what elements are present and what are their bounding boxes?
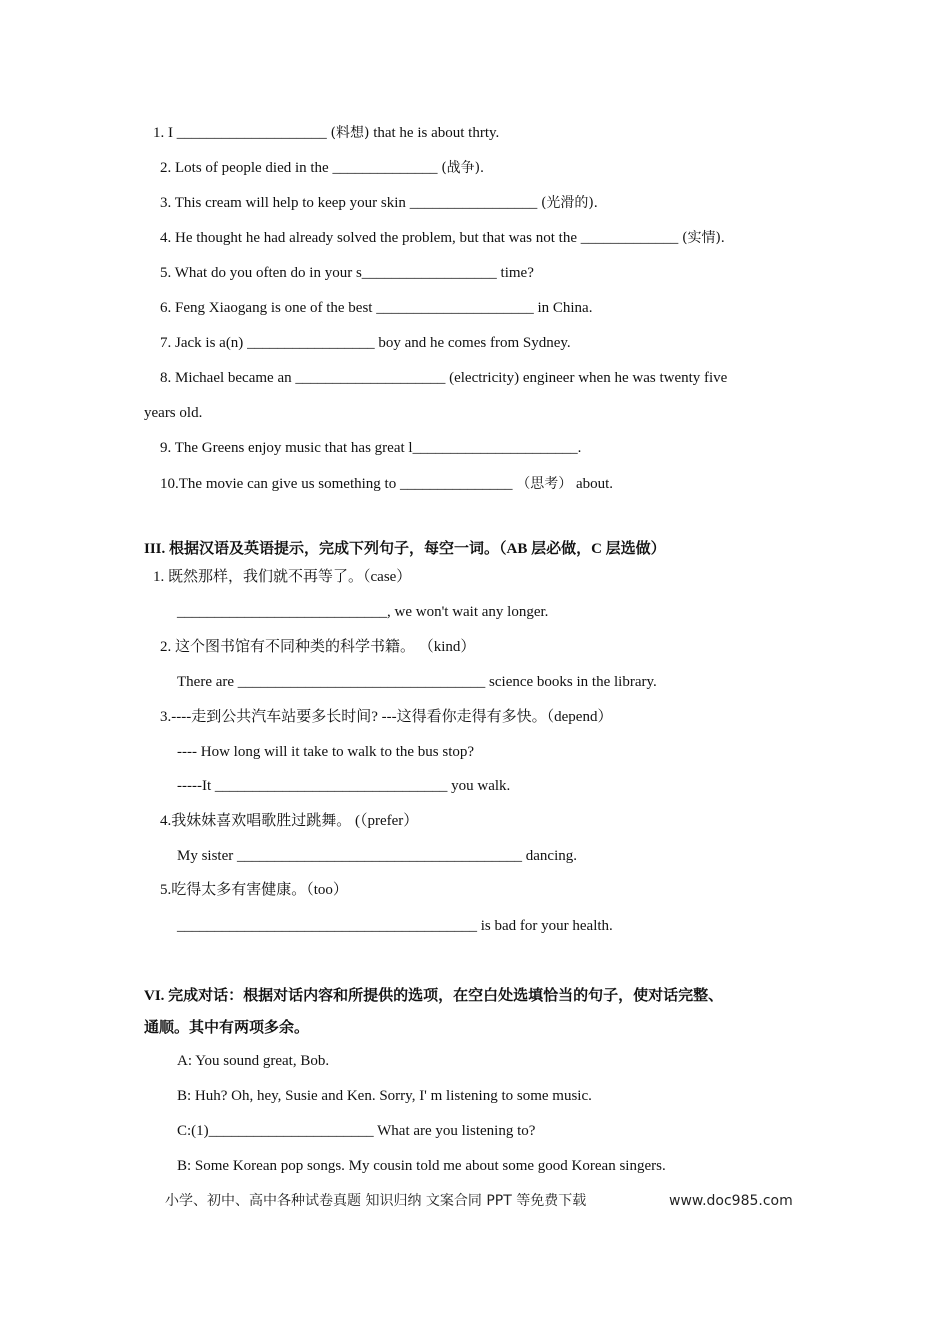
iii-prompt-5: 5.吃得太多有害健康。（too） xyxy=(160,882,348,898)
dialogue-line: C:(1)______________________ What are you listening to? xyxy=(177,1123,536,1139)
item-1: 1. I ____________________ (料想) that he is about thrty. xyxy=(153,125,500,141)
dialogue-line: B: Huh? Oh, hey, Susie and Ken. Sorry, I' m listening to some music. xyxy=(177,1088,592,1104)
item-8-cont: years old. xyxy=(144,405,203,421)
iii-answer-5: ________________________________________ is bad for your health. xyxy=(177,918,613,934)
section-vi-heading-line1: VI. 完成对话：根据对话内容和所提供的选项，在空白处选填恰当的句子，使对话完整、 xyxy=(144,988,724,1004)
item-5: 5. What do you often do in your s__________________ time? xyxy=(160,265,534,281)
item-2: 2. Lots of people died in the ______________ (战争). xyxy=(160,160,484,176)
item-9: 9. The Greens enjoy music that has great l______________________. xyxy=(160,440,582,456)
dialogue-line: B: Some Korean pop songs. My cousin told me about some good Korean singers. xyxy=(177,1158,666,1174)
iii-prompt-4: 4.我妹妹喜欢唱歌胜过跳舞。 (（prefer） xyxy=(160,813,419,829)
iii-answer-1: ____________________________, we won't wait any longer. xyxy=(177,604,549,620)
dialogue-line: A: You sound great, Bob. xyxy=(177,1053,330,1069)
item-6: 6. Feng Xiaogang is one of the best _____________________ in China. xyxy=(160,300,593,316)
item-8: 8. Michael became an ____________________ (electricity) engineer when he was twenty five xyxy=(160,370,728,386)
iii-answer-2: There are _________________________________ science books in the library. xyxy=(177,674,657,690)
item-7: 7. Jack is a(n) _________________ boy and he comes from Sydney. xyxy=(160,335,571,351)
iii-prompt-2: 2. 这个图书馆有不同种类的科学书籍。 （kind） xyxy=(160,639,476,655)
iii-answer-4: My sister ______________________________________ dancing. xyxy=(177,848,577,864)
item-10: 10.The movie can give us something to _______________ （思考） about. xyxy=(160,476,614,492)
section-vi-heading-line2: 通顺。其中有两项多余。 xyxy=(144,1020,310,1036)
footer-text: 小学、初中、高中各种试卷真题 知识归纳 文案合同 PPT 等免费下载 xyxy=(165,1193,587,1209)
iii-answer-3a: ---- How long will it take to walk to the bus stop? xyxy=(177,744,475,760)
iii-answer-3b: -----It _______________________________ you walk. xyxy=(177,778,511,794)
item-4: 4. He thought he had already solved the problem, but that was not the _____________ (实情). xyxy=(160,230,725,246)
iii-prompt-3: 3.----走到公共汽车站要多长时间? ---这得看你走得有多快。（depend） xyxy=(160,709,613,725)
item-3: 3. This cream will help to keep your skin _________________ (光滑的). xyxy=(160,195,598,211)
iii-prompt-1: 1. 既然那样，我们就不再等了。（case） xyxy=(153,569,412,585)
footer-url[interactable]: www.doc985.com xyxy=(669,1193,793,1209)
section-iii-heading: III. 根据汉语及英语提示，完成下列句子，每空一词。（AB 层必做，C 层选做） xyxy=(144,541,666,557)
